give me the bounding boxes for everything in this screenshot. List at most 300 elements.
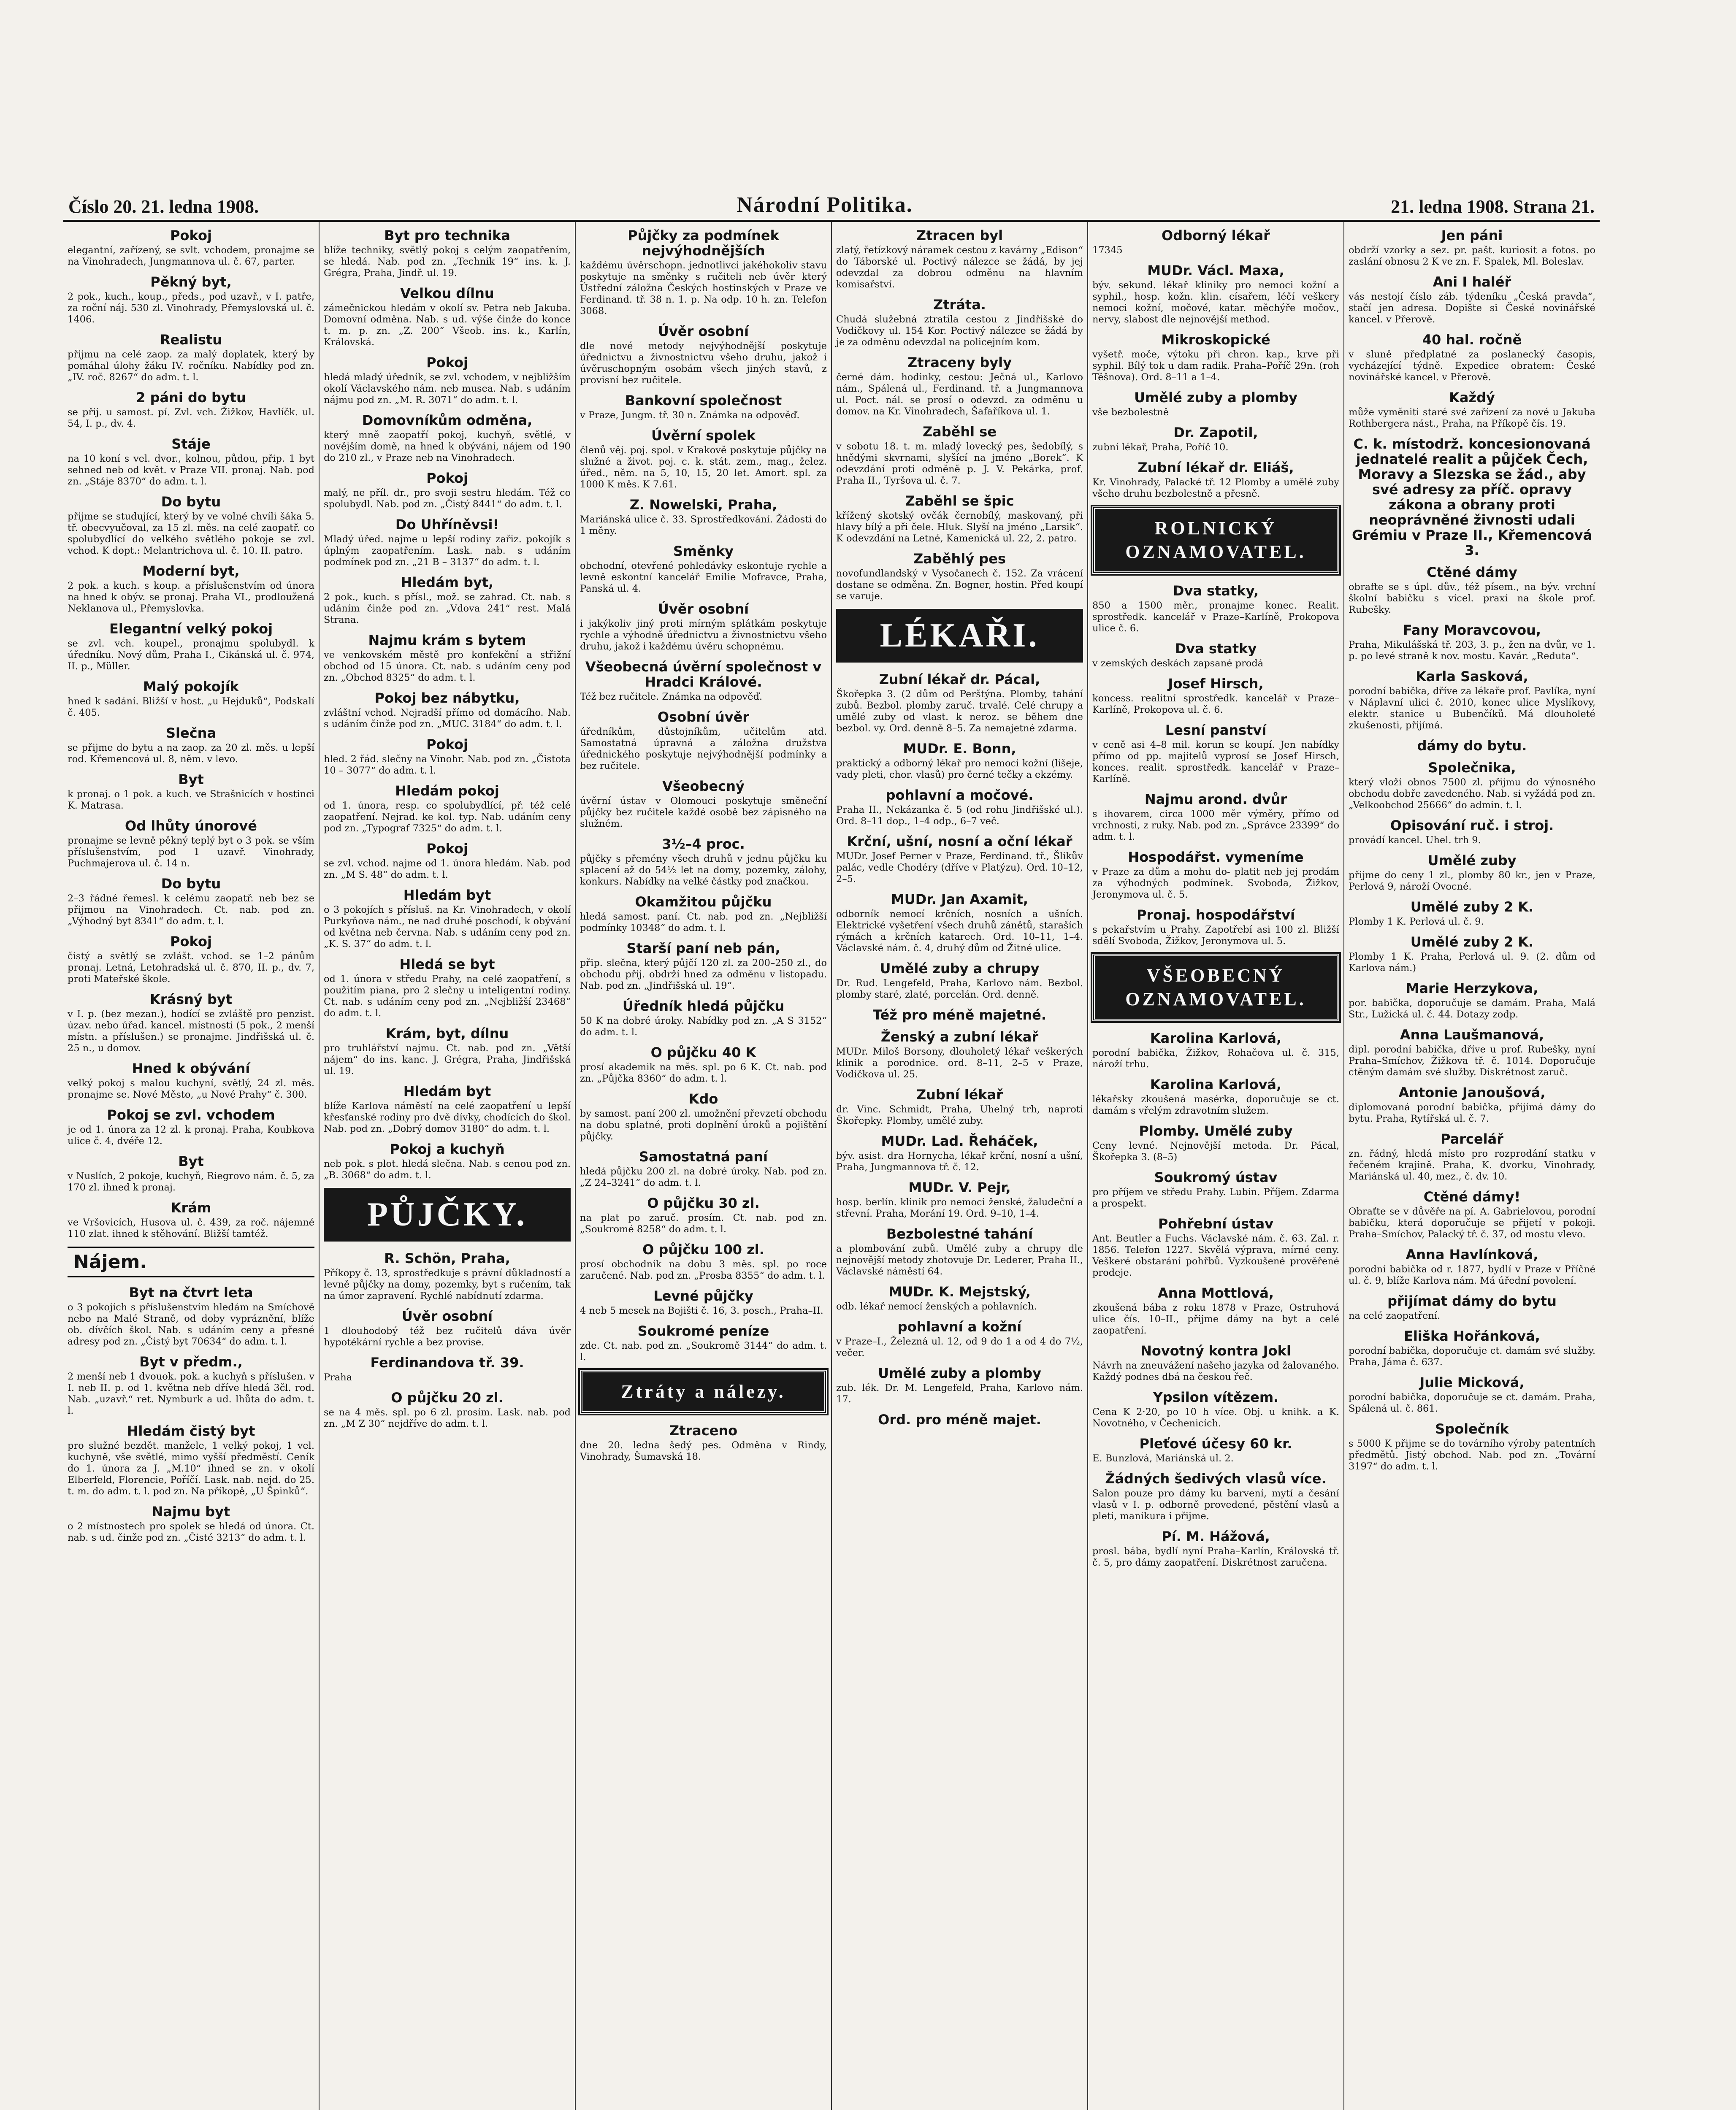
ad-title: Umělé zuby a plomby xyxy=(1134,390,1297,406)
classified-ad xyxy=(580,1323,827,1363)
classified-ad xyxy=(1092,228,1339,256)
ad-body: lékařsky zkoušená masérka, doporučuje se ct. damám s vřelým zdravotním služem. xyxy=(1092,1094,1339,1116)
ad-body: se přijme do bytu a na zaop. za 20 zl. měs. u lepší rod. Křemencová ul. 8, něm. v levo. xyxy=(68,742,314,765)
ad-body: půjčky s přemény všech druhů v jednu půjčku ku splacení až do 54½ let na domy, pozemky, zálohy, konkurs. Nabídky na velké částky pod značkou. xyxy=(580,853,827,887)
classified-ad xyxy=(1349,1027,1595,1078)
ad-body: Obraťte se v důvěře na pí. A. Gabrielovou, porodní babičku, která doporučuje se přijetí v pokoji. Praha–Smíchov, Palacký tř. č. 37, od mostu vlevo. xyxy=(1349,1206,1595,1240)
classified-ad xyxy=(836,228,1083,290)
ad-body: 2 pok., kuch., koup., předs., pod uzavř., v I. patře, za roční náj. 530 zl. Vinohrady, Přemyslovská ul. č. 1406. xyxy=(68,291,314,325)
ad-title: Též pro méně majetné. xyxy=(872,1007,1047,1023)
classified-ad xyxy=(836,551,1083,602)
ad-title: Ord. pro méně majet. xyxy=(878,1412,1041,1428)
ad-body: 1 dlouhodobý též bez ručitelů dáva úvěr hypotékární rychle a bez provise. xyxy=(324,1326,571,1348)
ad-body: porodní babička od r. 1877, bydlí v Praze v Příčné ul. č. 9, blíže Karlova nám. Má úřední povolení. xyxy=(1349,1264,1595,1286)
ad-title: Umělé zuby 2 K. xyxy=(1410,899,1534,915)
ad-title: Ypsilon vítězem. xyxy=(1153,1389,1279,1405)
ad-title: Bezbolestné tahání xyxy=(886,1226,1033,1242)
classified-ad xyxy=(1092,641,1339,669)
ad-title: 3½–4 proc. xyxy=(662,836,745,852)
ad-body: zde. Ct. nab. pod zn. „Soukromě 3144“ do adm. t. l. xyxy=(580,1340,827,1363)
classified-ad xyxy=(68,876,314,927)
classified-ad xyxy=(1092,390,1339,418)
column-1 xyxy=(63,222,320,2110)
classified-ad xyxy=(324,690,571,730)
ad-title: Starší paní neb pán, xyxy=(626,940,780,956)
ad-title: Ženský a zubní lékař xyxy=(880,1029,1039,1045)
ad-body: v Nuslích, 2 pokoje, kuchyň, Riegrovo nám. č. 5, za 170 zl. ihned k pronaj. xyxy=(68,1171,314,1193)
classified-ad xyxy=(324,887,571,950)
classified-ad xyxy=(68,1354,314,1417)
classified-ad xyxy=(1349,436,1595,558)
ad-title: Moderní byt, xyxy=(142,563,240,579)
masthead-page-number: 21. ledna 1908. Strana 21. xyxy=(1391,196,1595,217)
classified-ad xyxy=(1092,1436,1339,1464)
ad-title: Úředník hledá půjčku xyxy=(622,998,785,1014)
ad-title: Ztracen byl xyxy=(916,227,1003,243)
ad-title: Karolina Karlová, xyxy=(1150,1030,1282,1046)
ad-title: Soukromé peníze xyxy=(637,1323,769,1339)
ad-body: pro truhlářství najmu. Ct. nab. pod zn. „Větší nájem“ do ins. kanc. J. Grégra, Praha, Jindřišská ul. 19. xyxy=(324,1043,571,1077)
classified-ad xyxy=(68,1285,314,1347)
ad-title: MUDr. V. Pejr, xyxy=(908,1179,1011,1196)
classified-ad xyxy=(580,709,827,772)
ad-title: Elegantní velký pokoj xyxy=(109,621,273,637)
ad-body: zvláštní vchod. Nejradší přímo od domácího. Nab. s udáním činže pod zn. „MUC. 3184“ do adm. t. l. xyxy=(324,707,571,730)
classified-ad xyxy=(580,1149,827,1189)
classified-ad xyxy=(1349,1375,1595,1415)
classified-ad xyxy=(836,787,1083,827)
ad-title: Ctěné dámy xyxy=(1427,564,1517,580)
ad-title: Zaběhl se xyxy=(922,424,997,440)
ad-body: prosí akademik na měs. spl. po 6 K. Ct. nab. pod zn. „Půjčka 8360“ do adm. t. l. xyxy=(580,1062,827,1084)
ad-body: je od 1. února za 12 zl. k pronaj. Praha, Koubkova ulice č. 4, dvéře 12. xyxy=(68,1124,314,1147)
section-banner: VŠEOBECNÝ OZNAMOVATEL. xyxy=(1092,954,1339,1021)
ad-body: zub. lék. Dr. M. Lengefeld, Praha, Karlovo nám. 17. xyxy=(836,1382,1083,1405)
ad-title: Pokoj se zvl. vchodem xyxy=(107,1107,275,1123)
classified-ad xyxy=(1349,565,1595,616)
classified-ad xyxy=(836,355,1083,417)
classified-ad xyxy=(1349,669,1595,731)
ad-title: Do Uhříněvsi! xyxy=(395,517,499,533)
ad-title: Umělé zuby 2 K. xyxy=(1410,934,1534,950)
ad-body: MUDr. Miloš Borsony, dlouholetý lékař veškerých klinik a porodnice. ord. 8–11, 2–5 v Praze, Vodičkova ul. 25. xyxy=(836,1046,1083,1080)
classified-ad xyxy=(1092,332,1339,383)
ad-title: Odborný lékař xyxy=(1162,227,1270,243)
classified-ad xyxy=(1092,792,1339,843)
column-5 xyxy=(1088,222,1344,2110)
ad-body: 850 a 1500 měr., pronajme konec. Realit. sprostředk. kancelář v Praze–Karlíně, Prokopova ulice č. 6. xyxy=(1092,600,1339,634)
ad-title: Okamžitou půjčku xyxy=(635,894,772,910)
classified-ad xyxy=(1092,1077,1339,1117)
ad-body: zlatý, řetízkový náramek cestou z kavárny „Edison“ do Táborské ul. Poctivý nálezce se žádá, by jej odevzdal za dobrou odměnu na hlavním komisařství. xyxy=(836,245,1083,290)
classified-ad xyxy=(1349,738,1595,753)
ad-body: na celé zaopatření. xyxy=(1349,1310,1441,1321)
classified-ad xyxy=(68,1107,314,1147)
classified-ad xyxy=(324,413,571,464)
classified-ad xyxy=(836,424,1083,487)
ad-title: Ani I haléř xyxy=(1433,274,1511,290)
classified-ad xyxy=(580,1288,827,1317)
ad-body: Praha, Mikulášská tř. 203, 3. p., žen na dvůr, ve 1. p. po levé straně k nov. mostu. Kavár. „Reduta“. xyxy=(1349,639,1595,662)
classified-ad xyxy=(580,1196,827,1235)
ad-body: obchodní, otevřené pohledávky eskontuje rychle a levně eskontní kancelář Emilie Mofravce, Praha, Panská ul. 4. xyxy=(580,560,827,594)
ad-title: Krám xyxy=(171,1200,211,1216)
classified-ad xyxy=(1349,228,1595,268)
masthead-issue-date: Číslo 20. 21. ledna 1908. xyxy=(68,196,259,217)
classified-ad xyxy=(1349,760,1595,811)
ad-body: zubní lékař, Praha, Poříč 10. xyxy=(1092,442,1229,453)
ad-title: Hledám čistý byt xyxy=(127,1423,255,1439)
ad-body: 17345 xyxy=(1092,245,1123,256)
classified-ad xyxy=(580,601,827,652)
classified-ad xyxy=(580,1242,827,1282)
ad-body: může vyměniti staré své zařízení za nové u Jakuba Rothbergera nást., Praha, na Příkopě čís. 19. xyxy=(1349,407,1595,429)
ad-title: Hledá se byt xyxy=(399,956,495,972)
ad-title: Ferdinandova tř. 39. xyxy=(370,1355,524,1371)
classified-ad xyxy=(1349,1293,1595,1322)
ad-title: Zaběhlý pes xyxy=(913,551,1006,567)
ad-title: Mikroskopické xyxy=(1161,332,1270,348)
ad-title: Domovníkům odměna, xyxy=(362,412,533,428)
classified-ad xyxy=(1349,1247,1595,1287)
ad-body: Chudá služebná ztratila cestou z Jindřišské do Vodičkovy ul. 154 Kor. Poctivý nálezce se žádá by je za odměnu odevzdal na policejním kom. xyxy=(836,314,1083,348)
ad-title: Novotný kontra Jokl xyxy=(1140,1343,1291,1359)
classified-ad xyxy=(1349,1421,1595,1472)
classified-ad xyxy=(68,390,314,430)
ad-title: Byt v předm., xyxy=(139,1354,243,1370)
ad-title: MUDr. Lad. Řeháček, xyxy=(881,1133,1038,1149)
classified-ad xyxy=(1092,263,1339,325)
classified-ad xyxy=(68,772,314,812)
classified-ad xyxy=(836,1029,1083,1080)
classified-ad xyxy=(1092,425,1339,453)
ad-title: Jen páni xyxy=(1441,227,1503,243)
ad-body: v ceně asi 4–8 mil. korun se koupí. Jen nabídky přímo od pp. majitelů vyprosí se Josef Hirsch, konces. realit. sprostředk. kancelář v Praze–Karlíně. xyxy=(1092,739,1339,784)
classified-ad xyxy=(836,493,1083,544)
classified-ad xyxy=(68,679,314,719)
ad-body: Ant. Beutler a Fuchs. Václavské nám. č. 63. Zal. r. 1856. Telefon 1227. Skvělá výprava, mírné ceny. Veškeré obstarání pohřbů. Vyzkoušené prověřené prodeje. xyxy=(1092,1233,1339,1278)
ad-title: Dva statky xyxy=(1175,641,1257,657)
ad-body: porodní babička, Žižkov, Rohačova ul. č. 315, nároží trhu. xyxy=(1092,1047,1339,1070)
classified-ad xyxy=(1349,899,1595,928)
ad-title: Krční, ušní, nosní a oční lékař xyxy=(847,833,1072,849)
classified-ad xyxy=(836,1133,1083,1173)
ad-body: odb. lékař nemocí ženských a pohlavních. xyxy=(836,1301,1037,1312)
ad-title: Úvěr osobní xyxy=(658,323,749,339)
section-banner: ROLNICKÝ OZNAMOVATEL. xyxy=(1092,506,1339,574)
ad-body: dipl. porodní babička, dříve u prof. Rubešky, nyní Praha–Smíchov, Žižkova tř. č. 1014. Doporučuje ctěným damám své služby. Diskrétnost zaruč. xyxy=(1349,1044,1595,1078)
ad-body: býv. asist. dra Hornycha, lékař krční, nosní a ušní, Praha, Jungmannova tř. č. 12. xyxy=(836,1150,1083,1173)
ad-body: přip. slečna, který půjčí 120 zl. za 200–250 zl., do obchodu přij. obdrží hned za odměnu v listopadu. Nab. pod zn. „Jindřišská ul. 19“. xyxy=(580,958,827,991)
ad-title: Každý xyxy=(1449,390,1495,406)
ad-body: k pronaj. o 1 pok. a kuch. ve Strašnicích v hostinci K. Matrasa. xyxy=(68,789,314,811)
ad-title: Umělé zuby a chrupy xyxy=(880,960,1040,977)
ad-body: dne 20. ledna šedý pes. Odměna v Rindy, Vinohrady, Šumavská 18. xyxy=(580,1440,827,1462)
classified-ad xyxy=(1092,907,1339,947)
classified-ad xyxy=(836,1180,1083,1220)
ad-body: vás nestojí číslo záb. týdeníku „Česká pravda“, stačí jen adresa. Dopište si České novinářské kancel. v Přerově. xyxy=(1349,291,1595,325)
ad-body: provádí kancel. Uhel. trh 9. xyxy=(1349,835,1481,846)
masthead xyxy=(63,192,1600,222)
ad-title: Antonie Janoušová, xyxy=(1398,1085,1546,1101)
classified-ad xyxy=(324,1309,571,1348)
classified-ad xyxy=(68,1423,314,1497)
ad-body: přijme do ceny 1 zl., plomby 80 kr., jen v Praze, Perlová 9, nároží Ovocné. xyxy=(1349,870,1595,892)
classified-ad xyxy=(68,1200,314,1240)
classified-ad xyxy=(68,934,314,985)
classified-ad xyxy=(836,1284,1083,1312)
ad-title: Pohřební ústav xyxy=(1158,1216,1274,1232)
ad-body: dr. Vinc. Schmidt, Praha, Uhelný trh, naproti Škořepky. Plomby, umělé zuby. xyxy=(836,1104,1083,1126)
ad-body: od 1. února, resp. co spolubydlící, př. též celé zaopatření. Nejrad. ke kol. typ. Nab. udáním ceny pod zn. „Typograf 7325“ do adm. t. l. xyxy=(324,800,571,834)
classified-ad xyxy=(580,228,827,317)
section-banner: PŮJČKY. xyxy=(324,1188,571,1242)
ad-body: v zemských deskách zapsané prodá xyxy=(1092,658,1264,669)
classified-ad xyxy=(1092,1170,1339,1209)
ad-body: na plat po zaruč. prosím. Ct. nab. pod zn. „Soukromé 8258“ do adm. t. l. xyxy=(580,1212,827,1235)
classified-ad xyxy=(324,355,571,406)
ad-body: ve Vršovicích, Husova ul. č. 439, za roč. nájemné 110 zlat. ihned k stěhování. Bližší tamtéž. xyxy=(68,1217,314,1239)
section-banner: Ztráty a nálezy. xyxy=(580,1370,827,1414)
classified-ad xyxy=(580,836,827,887)
ad-title: Pokoj xyxy=(426,736,468,752)
ad-title: Pokoj bez nábytku, xyxy=(374,690,520,706)
classified-ad xyxy=(580,324,827,386)
ad-title: Levné půjčky xyxy=(653,1288,753,1304)
classified-ad xyxy=(1349,981,1595,1020)
ad-title: Velkou dílnu xyxy=(400,285,494,301)
ad-body: čistý a světlý se zvlášt. vchod. se 1–2 pánům pronaj. Letná, Letohradská ul. č. 870, II. p., dv. 7, proti Mateřské škole. xyxy=(68,951,314,985)
classified-ad xyxy=(580,428,827,490)
ad-body: členů věj. poj. spol. v Krakově poskytuje půjčky na služné a život. poj. c. k. stát. zem., mag., želez. úřed., něm. na 5, 10, 15, 20 let. Amort. spl. za 1000 K měs. K 7.61. xyxy=(580,445,827,490)
ad-body: zn. řádný, hledá místo pro rozprodání statku v řečeném krajině. Praha, K. dvorku, Vinohrady, Mariánská ul. 40, mez., č. dv. 10. xyxy=(1349,1148,1595,1182)
ad-body: v I. p. (bez mezan.), hodící se zvláště pro penzist. úzav. nebo úřad. kancel. místnosti (5 pok., 2 menší místn. a příslušen.) se pronajme. Jindřišská ul. č. 25 n., u domov. xyxy=(68,1009,314,1054)
ad-body: hledá mladý úředník, se zvl. vchodem, v nejbližším okolí Václavského nám. neb musea. Nab. s udáním nájmu pod zn. „M. R. 3071“ do adm. t. l. xyxy=(324,372,571,406)
classified-ad xyxy=(1092,676,1339,716)
ad-body: Cena K 2·20, po 10 h více. Obj. u knihk. a K. Novotného, v Čechenicích. xyxy=(1092,1407,1339,1429)
classified-ad xyxy=(68,1061,314,1101)
ad-title: Soukromý ústav xyxy=(1154,1169,1278,1185)
ad-title: R. Schön, Praha, xyxy=(384,1250,510,1266)
classified-ad xyxy=(324,633,571,684)
classified-ad xyxy=(580,1091,827,1142)
classified-ad xyxy=(836,961,1083,1001)
ad-body: pro služné bezdět. manžele, 1 velký pokoj, 1 vel. kuchyně, vše světlé, mimo vyšší předměstí. Ceník do 1. února za J. „M.10“ ihned se zn. v okolí Elberfeld, Florencie, Poříčí. Lask. nab. nejd. do 25. t. m. do adm. t. l. pod zn. Na příkopě, „U Špinků“. xyxy=(68,1440,314,1497)
classified-ad xyxy=(68,1154,314,1193)
ad-title: Marie Herzykova, xyxy=(1406,980,1538,996)
ad-body: novofundlandský v Vysočanech č. 152. Za vrácení dostane se odměna. Zn. Bogner, hostin. Před koupí se varuje. xyxy=(836,568,1083,602)
classified-ad xyxy=(1349,1131,1595,1182)
ad-title: Stáje xyxy=(171,436,211,452)
classified-ad xyxy=(324,841,571,881)
ad-title: Pokoj xyxy=(170,227,212,243)
ad-body: pronajme se levně pěkný teplý byt o 3 pok. se vším příslušenstvím, pod 1 uzavř. Vinohrady, Puchmajerova ul. č. 14 n. xyxy=(68,835,314,869)
classified-ad xyxy=(836,672,1083,734)
classified-ad xyxy=(836,1007,1083,1023)
ad-body: zámečnickou hledám v okolí sv. Petra neb Jakuba. Domovní odměna. Nab. s ud. výše činže do konce t. m. p. zn. „Z. 200“ Všeob. ins. k., Karlín, Královská. xyxy=(324,303,571,348)
classified-ad xyxy=(324,737,571,776)
ad-body: s pekařstvím u Prahy. Zapotřebí asi 100 zl. Bližší sdělí Svoboda, Žižkov, Jeronymova ul. 5. xyxy=(1092,924,1339,947)
ad-body: hledá samost. paní. Ct. nab. pod zn. „Nejbližší podmínky 10348“ do adm. t. l. xyxy=(580,911,827,933)
ad-title: Najmu krám s bytem xyxy=(368,632,526,648)
classified-ad xyxy=(1349,1085,1595,1125)
classified-ad xyxy=(324,1026,571,1077)
ad-title: Anna Havlínková, xyxy=(1406,1247,1538,1263)
ad-title: pohlavní a kožní xyxy=(897,1319,1022,1335)
ad-body: 50 K na dobré úroky. Nabídky pod zn. „A S 3152“ do adm. t. l. xyxy=(580,1015,827,1038)
column-4 xyxy=(832,222,1088,2110)
ad-body: obdrží vzorky a sez. pr. pašt. kuriosit a fotos. po zaslání obnosu 2 K ve zn. F. Spalek, Ml. Boleslav. xyxy=(1349,245,1595,267)
ad-body: by samost. paní 200 zl. umožnění převzetí obchodu na dobu splatné, proti doplnění úroků a pojištění půjčky. xyxy=(580,1108,827,1142)
ad-title: O půjčku 40 K xyxy=(650,1044,756,1060)
ad-body: každému úvěrschopn. jednotlivci jakéhokoliv stavu poskytuje na směnky s ručiteli neb úvěr který Ústřední záložna Českých hostinských v Praze ve Ferdinand. tř. 38 n. 1. p. Na odp. 10 h. zn. Telefon 3068. xyxy=(580,260,827,316)
ad-body: Praha xyxy=(324,1372,352,1383)
classified-ad xyxy=(836,1087,1083,1127)
ad-title: Umělé zuby a plomby xyxy=(878,1365,1041,1381)
masthead-title: Národní Politika. xyxy=(737,193,913,217)
classified-ad xyxy=(1092,1471,1339,1522)
ad-body: MUDr. Josef Perner v Praze, Ferdinand. tř., Šlikův palác, vedle Chodéry (dříve v Platýzu). Ord. 10–12, 2–5. xyxy=(836,851,1083,885)
ad-title: MUDr. K. Mejstský, xyxy=(888,1284,1031,1300)
ad-body: hosp. berlín. klinik pro nemoci ženské, žaludeční a střevní. Praha, Morání 19. Ord. 9–10, 1–4. xyxy=(836,1197,1083,1219)
ad-body: 4 neb 5 mesek na Bojišti č. 16, 3. posch., Praha–II. xyxy=(580,1305,823,1316)
classified-ad xyxy=(580,497,827,537)
ad-body: který mně zaopatří pokoj, kuchyň, světlé, v novějším domě, na hned k obývání, nájem od 190 do 210 zl., v Praze neb na Vinohradech. xyxy=(324,430,571,463)
ad-body: Mladý úřed. najme u lepší rodiny zařiz. pokojík s úplným zaopatřením. Lask. nab. s udáním podmínek pod zn. „21 B – 3137“ do adm. t. l. xyxy=(324,534,571,568)
classified-ad xyxy=(324,517,571,568)
ad-title: Pokoj a kuchyň xyxy=(390,1141,505,1157)
ad-body: Kr. Vinohrady, Palacké tř. 12 Plomby a umělé zuby všeho druhu bezbolestně a přesně. xyxy=(1092,477,1339,499)
ad-body: 2 pok., kuch. s přísl., mož. se zahrad. Ct. nab. s udáním činže pod zn. „Vdova 241“ rest. Malá Strana. xyxy=(324,592,571,625)
ad-title: Bankovní společnost xyxy=(625,392,782,408)
ad-title: Najmu arond. dvůr xyxy=(1144,791,1287,807)
ad-body: 2 menší neb 1 dvouok. pok. a kuchyň s příslušen. v I. neb II. p. od 1. května neb dříve hledá 3čl. rod. Nab. „uzavř.“ ret. Nymburk a ud. lhůta do adm. t. l. xyxy=(68,1371,314,1416)
ad-body: Mariánská ulice č. 33. Sprostředkování. Žádosti do 1 měny. xyxy=(580,514,827,536)
ad-body: blíže Karlova náměstí na celé zaopatření u lepší křesťanské rodiny pro dvě dívky, chodících do škol. Nab. pod zn. „Dobrý domov 3180“ do adm. t. l. xyxy=(324,1101,571,1134)
classified-ad xyxy=(324,575,571,626)
ad-body: Plomby 1 K. Perlová ul. č. 9. xyxy=(1349,916,1484,927)
ad-title: Lesní panství xyxy=(1165,722,1267,738)
ad-title: Anna Mottlová, xyxy=(1157,1285,1274,1301)
ad-body: 2 pok. a kuch. s koup. a příslušenstvím od února na hned k obýv. se pronaj. Praha VI., prodloužená Neklanova ul., Přemyslovka. xyxy=(68,580,314,614)
ad-body: prosl. bába, bydlí nyní Praha–Karlín, Královská tř. č. 5, pro dámy zaopatření. Diskrétnost zaručena. xyxy=(1092,1546,1339,1568)
classified-ad xyxy=(324,228,571,279)
ad-title: Byt xyxy=(178,771,204,787)
classified-ad xyxy=(1092,583,1339,634)
ad-title: Eliška Hořánková, xyxy=(1404,1328,1540,1344)
ad-title: Parcelář xyxy=(1441,1131,1503,1147)
ad-body: s ihovarem, circa 1000 měr výměry, přímo od vrchnosti, z ruky. Nab. pod zn. „Správce 23399“ do adm. t. l. xyxy=(1092,809,1339,842)
ad-body: o 2 místnostech pro spolek se hledá od února. Ct. nab. s ud. činže pod zn. „Čisté 3213“ do adm. t. l. xyxy=(68,1521,314,1543)
ad-title: Opisování ruč. i stroj. xyxy=(1390,817,1554,833)
ad-title: Pokoj xyxy=(426,470,468,486)
column-2 xyxy=(320,222,576,2110)
classified-ad xyxy=(68,332,314,383)
ad-title: O půjčku 100 zl. xyxy=(642,1242,764,1258)
ad-title: 2 páni do bytu xyxy=(136,390,246,406)
ad-body: porodní babička, doporučuje ct. damám své služby. Praha, Jáma č. 637. xyxy=(1349,1345,1595,1368)
ad-title: MUDr. Jan Axamit, xyxy=(891,891,1029,907)
ad-body: porodní babička, dříve za lékaře prof. Pavlíka, nyní v Náplavní ulici č. 2010, konec ulice Myslíkovy, elektr. stanice u Bubenčíků. Má dlouholeté zkušenosti, přijímá. xyxy=(1349,686,1595,731)
classified-ad xyxy=(1349,622,1595,662)
ad-body: praktický a odborný lékař pro nemoci kožní (lišeje, vady pleti, chor. vlasů) pro černé tečky a ekzémy. xyxy=(836,758,1083,780)
classified-ad xyxy=(836,892,1083,954)
ad-body: který vloží obnos 7500 zl. přijmu do výnosného obchodu dobře zavedeného. Nab. si vyžádá pod zn. „Velkoobchod 25666“ do admin. t. l. xyxy=(1349,777,1595,811)
ad-title: Pleťové účesy 60 kr. xyxy=(1139,1436,1292,1452)
ad-body: odborník nemocí krčních, nosních a ušních. Elektrické vyšetření všech druhů zánětů, staraších rýmách a krčních katarech. Ord. 10–11, 1–4. Václavské nám. č. 4, druhý dům od Žitné ulice. xyxy=(836,909,1083,954)
ad-title: Byt xyxy=(178,1153,204,1169)
classified-ad xyxy=(324,1084,571,1135)
ad-body: úředníkům, důstojníkům, učitelům atd. Samostatná úpravná a záložna družstva úřednického poskytuje nejvýhodnější podmínky a bez ručitele. xyxy=(580,726,827,771)
ad-body: Dr. Rud. Lengefeld, Praha, Karlovo nám. Bezbol. plomby staré, zlaté, porcelán. Ord. denně. xyxy=(836,978,1083,1000)
ad-title: Všeobecný xyxy=(662,778,745,794)
ad-title: Anna Laušmanová, xyxy=(1400,1027,1544,1043)
classified-ad xyxy=(1092,1216,1339,1279)
ad-title: Od lhůty únorové xyxy=(125,818,257,834)
ad-body: Plomby 1 K. Praha, Perlová ul. 9. (2. dům od Karlova nám.) xyxy=(1349,951,1595,974)
classified-ad xyxy=(68,494,314,557)
ad-title: Osobní úvěr xyxy=(657,709,750,725)
ad-body: o 3 pokojích s příslušenstvím hledám na Smíchově nebo na Malé Straně, od doby vypráznění, blíže ob. dívčích škol. Nab. s udáním ceny a přesné adresy pod zn. „Čistý byt 70634“ do adm. t. l. xyxy=(68,1302,314,1347)
classified-ad xyxy=(324,471,571,510)
classified-ad xyxy=(836,297,1083,348)
ad-body: dle nové metody nejvýhodnější poskytuje úřednictvu a živnostnictvu všeho druhu, jakož i úvěruschopným osobám všech jiných stavů, z provisní bez ručitele. xyxy=(580,341,827,386)
ad-body: malý, ne příl. dr., pro svoji sestru hledám. Též co spolubydl. Nab. pod zn. „Čistý 8441“ do adm. t. l. xyxy=(324,487,571,510)
ad-body: blíže techniky, světlý pokoj s celým zaopatřením, se hledá. Nab. pod zn. „Technik 19“ ins. k. J. Grégra, Praha, Jindř. ul. 19. xyxy=(324,245,571,279)
ad-title: Úvěrní spolek xyxy=(651,427,756,444)
ad-body: Též bez ručitele. Známka na odpověď. xyxy=(580,691,763,702)
classified-ad xyxy=(68,563,314,614)
classified-ad xyxy=(836,741,1083,781)
classified-ad xyxy=(1092,849,1339,901)
ad-title: Pokoj xyxy=(426,354,468,371)
ad-body: Salon pouze pro dámy ku barvení, mytí a česání vlasů v I. p. odborně provedené, pěstění vlasů a pleti, manikura i přijme. xyxy=(1092,1488,1339,1522)
ad-body: se přij. u samost. pí. Zvl. vch. Žižkov, Havlíčk. ul. 54, I. p., dv. 4. xyxy=(68,407,314,429)
ad-title: Hospodářst. vymeníme xyxy=(1128,849,1304,865)
ad-title: Karolina Karlová, xyxy=(1150,1077,1282,1093)
ad-title: Z. Nowelski, Praha, xyxy=(629,497,777,513)
ad-body: přijme se studující, který by ve volné chvíli šáka 5. tř. obecvyučoval, za 15 zl. měs. na celé zaopatř. co spolubydlící do velkého světlého pokoje se zvl. vchod. K dopt.: Melantrichova ul. č. 10. II. patro. xyxy=(68,511,314,556)
ad-body: úvěrní ústav v Olomouci poskytuje směneční půjčky bez ručitele každé osobě bez zápisného na služném. xyxy=(580,795,827,829)
classified-ad xyxy=(324,286,571,348)
classified-ad xyxy=(1092,460,1339,500)
ad-body: zkoušená bába z roku 1878 v Praze, Ostruhová ulice čís. 10–II., přijme dámy na byt a celé zaopatření. xyxy=(1092,1302,1339,1336)
ad-title: Pí. M. Hážová, xyxy=(1162,1528,1270,1545)
ad-title: Dva statky, xyxy=(1173,583,1259,599)
ad-title: Byt pro technika xyxy=(384,227,510,243)
ad-title: Umělé zuby xyxy=(1427,852,1517,868)
ad-body: od 1. února v středu Prahy, na celé zaopatření, s použitím piana, pro 2 slečny u inteligentní rodiny. Ct. nab. s udáním ceny pod zn. „Nejbližší 23468“ do adm. t. l. xyxy=(324,974,571,1019)
classified-ad xyxy=(580,941,827,992)
ad-title: Slečna xyxy=(165,725,217,741)
classified-ad xyxy=(68,274,314,325)
classified-ad xyxy=(1349,1189,1595,1240)
ad-title: Zubní lékař xyxy=(916,1087,1003,1103)
ad-body: se na 4 měs. spl. po 6 zl. prosím. Lask. nab. pod zn. „M Z 30“ nejdříve do adm. t. l. xyxy=(324,1407,571,1429)
ad-body: por. babička, doporučuje se damám. Praha, Malá Str., Lužická ul. č. 44. Dotazy zodp. xyxy=(1349,998,1595,1020)
ad-title: pohlavní a močové. xyxy=(886,787,1034,803)
ad-title: 40 hal. ročně xyxy=(1422,332,1522,348)
classified-ad xyxy=(580,779,827,830)
ad-body: pro příjem ve středu Prahy. Lubin. Příjem. Zdarma a prospekt. xyxy=(1092,1187,1339,1209)
ad-title: Společnika, xyxy=(1428,760,1516,776)
classified-ad xyxy=(580,544,827,595)
classified-ad xyxy=(580,894,827,934)
ad-title: Úvěr osobní xyxy=(658,601,749,617)
ad-title: Samostatná paní xyxy=(639,1149,768,1165)
classified-ad xyxy=(1092,1390,1339,1429)
ad-body: s 5000 K přijme se do továrního výroby patentních předmětů. Jistý obchod. Nab. pod zn. „Tovární 3197“ do adm. t. l. xyxy=(1349,1438,1595,1472)
